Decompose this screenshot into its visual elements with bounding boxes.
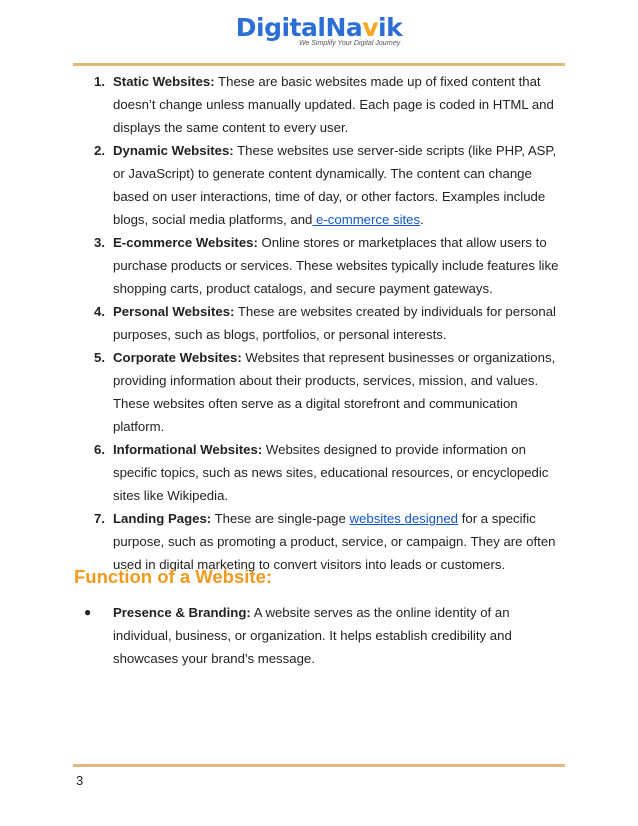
- bullet-icon: ●: [84, 605, 92, 619]
- list-number: 2.: [94, 143, 105, 158]
- list-text: These websites use server-side scripts (like PHP, ASP, or JavaScript) to generate content dynamically. The content can change based on user interactions, time of day, or other factors. Examples include blogs, social media platforms, and: [113, 143, 557, 227]
- list-item: [74, 231, 562, 300]
- list-number: 3.: [94, 235, 105, 250]
- list-text-after: .: [420, 212, 424, 227]
- list-term: Informational Websites:: [113, 442, 263, 457]
- list-item: [74, 438, 562, 507]
- list-number: 7.: [94, 511, 105, 526]
- list-item: [74, 139, 562, 231]
- list-text: A website serves as the online identity of an individual, business, or organization. It helps establish credibility and showcases your brand's message.: [113, 605, 512, 666]
- list-item: [74, 300, 562, 346]
- logo-wordmark: DigitalNavik: [235, 13, 403, 42]
- footer-divider: [73, 764, 565, 767]
- list-term: Landing Pages:: [113, 511, 212, 526]
- logo-map-pin-icon: v: [362, 13, 379, 42]
- website-functions-list: [74, 601, 562, 670]
- header-divider: [73, 63, 565, 66]
- list-text: Websites designed to provide information on specific topics, such as news sites, educational resources, or encyclopedic sites like Wikipedia.: [113, 442, 549, 503]
- list-text: Websites that represent businesses or organizations, providing information about their products, services, mission, and values. These websites often serve as a digital storefront and communication platform.: [113, 350, 556, 434]
- list-text: These are websites created by individuals for personal purposes, such as blogs, portfolios, or personal interests.: [113, 304, 556, 342]
- list-text: These are single-page: [211, 511, 350, 526]
- list-item: [74, 346, 562, 438]
- list-item: [74, 601, 562, 670]
- list-item: [74, 70, 562, 139]
- website-types-list: [74, 70, 562, 576]
- list-number: 4.: [94, 304, 105, 319]
- list-term: Static Websites:: [113, 74, 215, 89]
- list-term: E-commerce Websites:: [113, 235, 258, 250]
- logo-tagline: We Simplify Your Digital Journey: [298, 40, 401, 47]
- section-heading: Function of a Website:: [74, 566, 273, 587]
- websites-designed-link[interactable]: websites designed: [349, 511, 459, 526]
- list-text: These are basic websites made up of fixed content that doesn’t change unless manually updated. Each page is coded in HTML and displays the same content to every user.: [113, 74, 554, 135]
- list-text-after: for a specific purpose, such as promoting a product, service, or campaign. They are often used in digital marketing to convert visitors into leads or customers.: [113, 511, 556, 572]
- list-number: 5.: [94, 350, 105, 365]
- list-number: 6.: [94, 442, 105, 457]
- list-term: Corporate Websites:: [113, 350, 242, 365]
- ecommerce-sites-link[interactable]: e-commerce sites: [312, 212, 421, 227]
- list-term: Personal Websites:: [113, 304, 235, 319]
- logo: [0, 14, 638, 58]
- list-text: Online stores or marketplaces that allow users to purchase products or services. These websites typically include features like shopping carts, product catalogs, and secure payment gateways.: [113, 235, 559, 296]
- list-term: Dynamic Websites:: [113, 143, 234, 158]
- page-number: 3: [76, 773, 84, 788]
- list-number: 1.: [94, 74, 105, 89]
- list-term: Presence & Branding:: [113, 605, 251, 620]
